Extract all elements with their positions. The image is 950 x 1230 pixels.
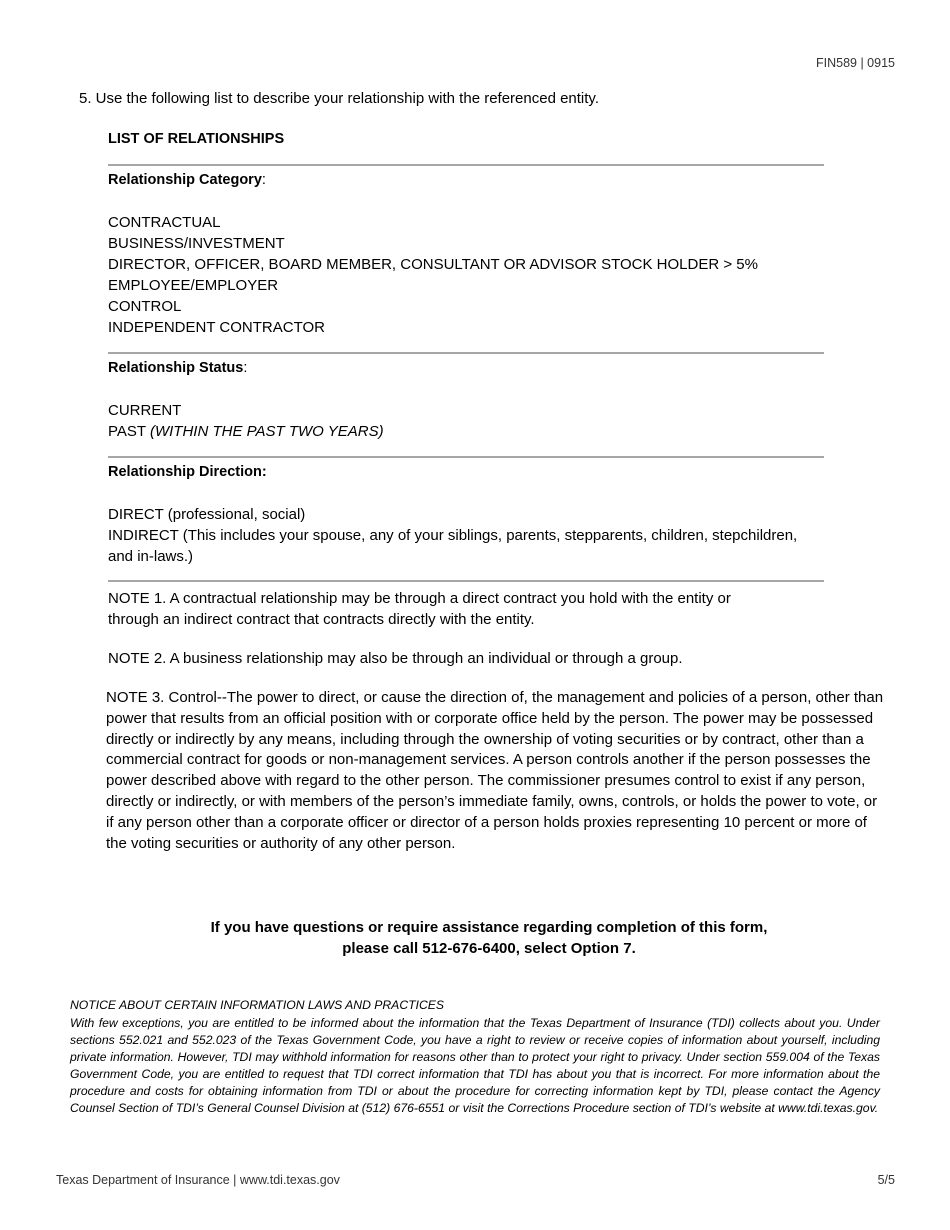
category-item: CONTROL (108, 298, 182, 315)
category-list (108, 212, 758, 338)
notice-title: NOTICE ABOUT CERTAIN INFORMATION LAWS AND PRACTICES (70, 998, 445, 1012)
category-heading (108, 172, 266, 188)
page-number: 5/5 (877, 1173, 895, 1187)
direction-heading (108, 464, 267, 480)
list-title: LIST OF RELATIONSHIPS (108, 131, 285, 147)
note-2: NOTE 2. A business relationship may also be through an individual or through a group. (108, 650, 683, 667)
help-line: please call 512-676-6400, select Option 7. (342, 940, 636, 957)
divider (108, 580, 824, 582)
status-current: CURRENT (108, 402, 182, 419)
footer-agency: Texas Department of Insurance | www.tdi.texas.gov (56, 1173, 340, 1187)
direction-heading-label: Relationship Direction: (108, 464, 267, 480)
divider (108, 456, 824, 458)
category-heading-label: Relationship Category (108, 172, 262, 188)
status-past (108, 421, 384, 442)
category-item: DIRECTOR, OFFICER, BOARD MEMBER, CONSULTANT OR ADVISOR STOCK HOLDER > 5% (108, 256, 758, 273)
question-intro: 5. Use the following list to describe your relationship with the referenced entity. (79, 90, 599, 107)
help-line: If you have questions or require assistance regarding completion of this form, (210, 919, 768, 936)
direction-indirect: INDIRECT (This includes your spouse, any of your siblings, parents, stepparents, children, stepchildren, (108, 527, 798, 544)
direction-indirect-cont: and in-laws.) (108, 548, 194, 565)
notice-body: With few exceptions, you are entitled to be informed about the information that the Texas Department of Insurance (TDI) collects about you. Under sections 552.021 and 552.023 of the Texas Government Code, you have a right to review or receive copies of information about yourself, including private information. However, TDI may withhold information for reasons other than to protect your right to privacy. Under section 559.004 of the Texas Government Code, you are entitled to request that TDI correct information that TDI has about you that is incorrect. For more information about the procedure and costs for obtaining information from TDI or about the procedure for correcting information kept by TDI, please contact the Agency Counsel Section of TDI’s General Counsel Division at (512) 676-6551 or visit the Corrections Procedure section of TDI’s website at www.tdi.texas.gov. (70, 1016, 880, 1115)
note-1-line: through an indirect contract that contracts directly with the entity. (108, 611, 535, 628)
divider (108, 164, 824, 166)
status-heading-label: Relationship Status (108, 360, 244, 376)
note-1-line: NOTE 1. A contractual relationship may be through a direct contract you hold with the entity or (108, 590, 731, 607)
status-past-label: PAST (108, 423, 146, 440)
category-item: BUSINESS/INVESTMENT (108, 235, 285, 252)
status-list (108, 400, 384, 442)
direction-direct: DIRECT (professional, social) (108, 506, 306, 523)
status-heading-colon: : (243, 360, 248, 376)
category-item: EMPLOYEE/EMPLOYER (108, 277, 279, 294)
note-3: NOTE 3. Control--The power to direct, or cause the direction of, the management and policies of a person, other than power that results from an official position with or corporate office held by the person. The power may be possessed directly or indirectly by any means, including through the ownership of voting securities or by contract, other than a commercial contract for goods or non-management services. A person controls another if the person possesses the power described above with regard to the other person. The commissioner presumes control to exist if any person, directly or indirectly, or with members of the person’s immediate family, owns, controls, or holds the power to vote, or if any person other than a corporate officer or director of a person holds proxies representing 10 percent or more of the voting securities or authority of any other person. (106, 689, 884, 852)
divider (108, 352, 824, 354)
status-heading (108, 360, 247, 376)
status-past-note: (WITHIN THE PAST TWO YEARS) (149, 423, 384, 440)
help-contact (0, 917, 950, 959)
note-1 (108, 588, 731, 630)
form-code: FIN589 | 0915 (816, 56, 895, 70)
direction-list (108, 504, 797, 567)
category-item: CONTRACTUAL (108, 214, 221, 231)
category-item: INDEPENDENT CONTRACTOR (108, 319, 325, 336)
category-heading-colon: : (261, 172, 266, 188)
